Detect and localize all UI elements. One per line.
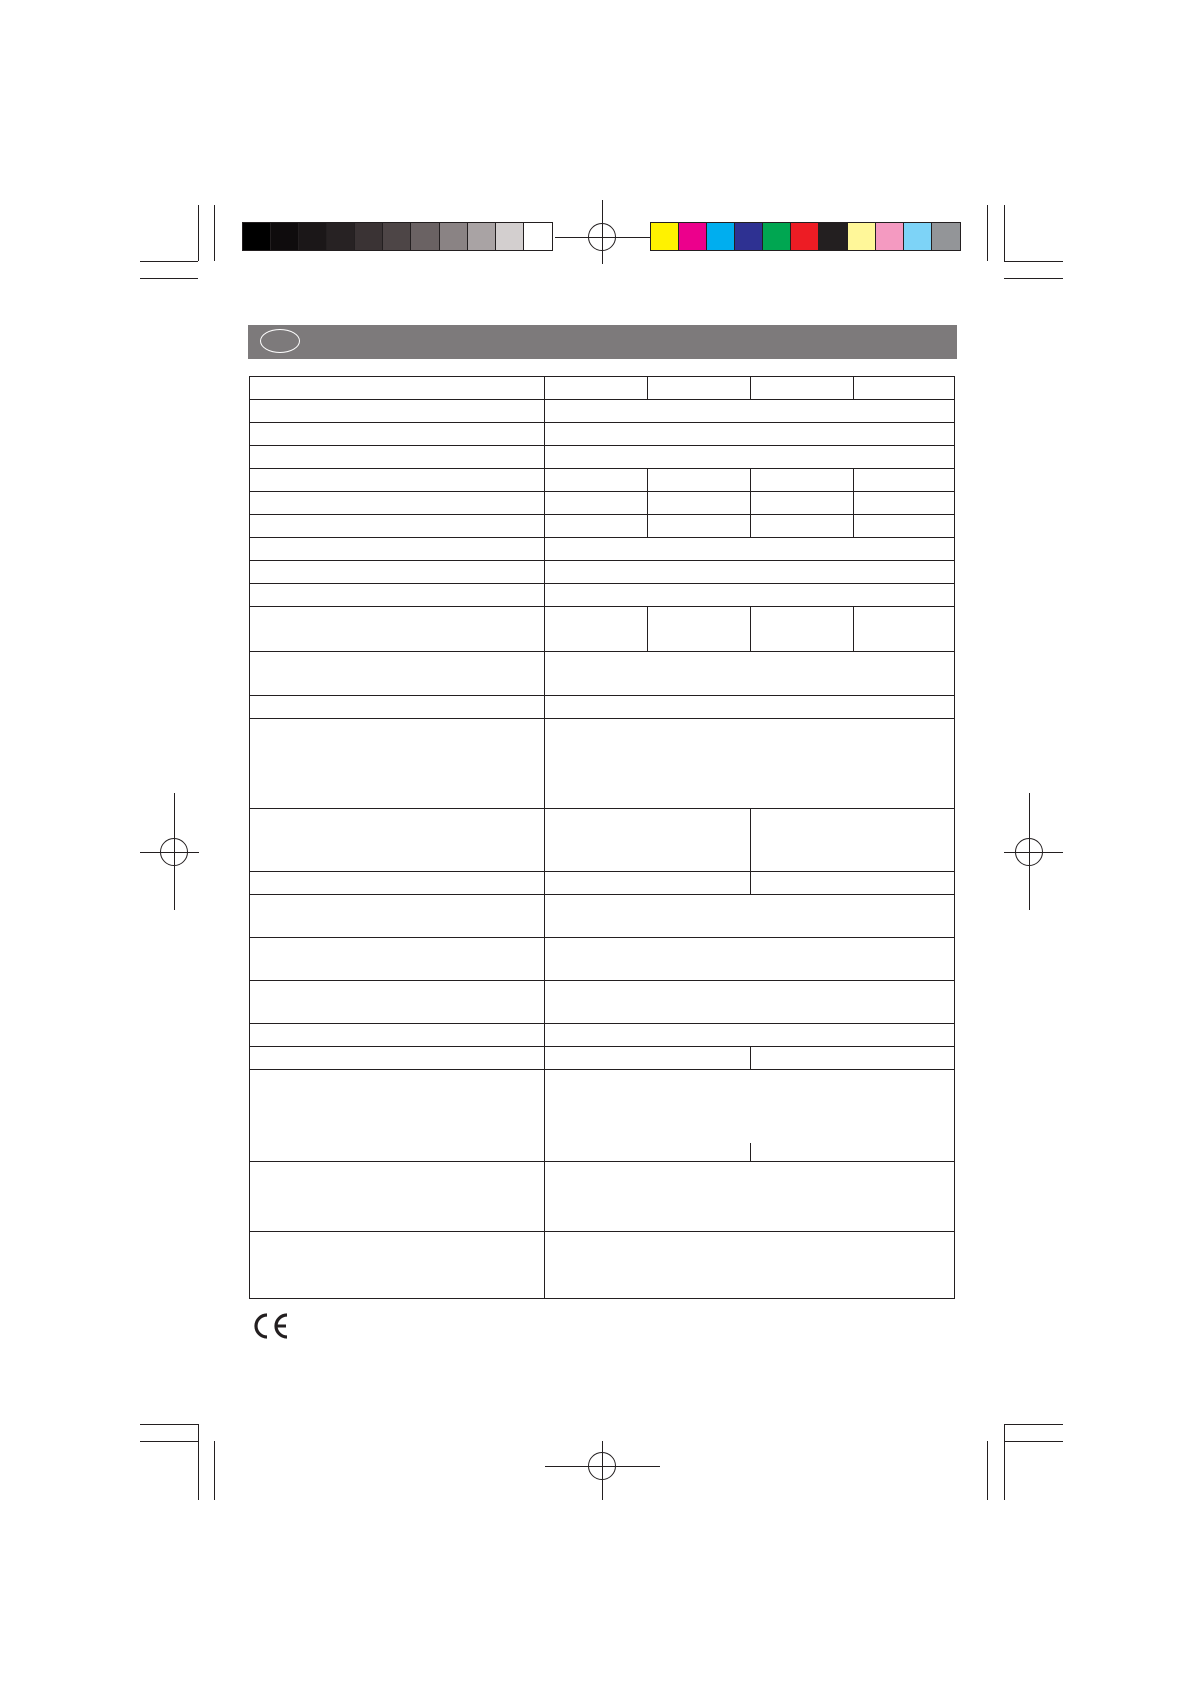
spec-label-cell (250, 469, 545, 492)
spec-label-cell (250, 538, 545, 561)
spec-label-cell (250, 1047, 545, 1070)
crop-mark (987, 1441, 988, 1500)
specification-table (249, 376, 955, 1299)
crop-mark (214, 205, 215, 261)
crop-mark (1004, 205, 1005, 261)
table-row (250, 1232, 955, 1299)
spec-value-cell (545, 584, 955, 607)
table-row (250, 515, 955, 538)
spec-label-cell (250, 895, 545, 938)
spec-label-cell (250, 584, 545, 607)
spec-value-cell (545, 400, 955, 423)
crop-mark (1004, 278, 1063, 279)
spec-value-cell (751, 809, 955, 872)
table-row (250, 696, 955, 719)
spec-value-cell (751, 607, 854, 652)
spec-value-cell (545, 1232, 955, 1299)
process-color-swatch (904, 223, 932, 250)
table-row (250, 1070, 955, 1162)
table-row (250, 423, 955, 446)
spec-label-cell (250, 515, 545, 538)
spec-label-cell (250, 719, 545, 809)
process-color-bar (650, 222, 961, 251)
spec-value-cell (854, 469, 955, 492)
crop-mark (198, 205, 199, 261)
grayscale-swatch (524, 223, 552, 250)
grayscale-swatch (468, 223, 496, 250)
crop-mark (214, 1441, 215, 1500)
spec-label-cell (250, 446, 545, 469)
spec-label-cell (250, 400, 545, 423)
spec-label-cell (250, 607, 545, 652)
table-row (250, 492, 955, 515)
table-row (250, 938, 955, 981)
table-row (250, 872, 955, 895)
spec-label-cell (250, 981, 545, 1024)
spec-value-cell (648, 607, 751, 652)
spec-value-cell (854, 492, 955, 515)
grayscale-color-bar (242, 222, 553, 251)
table-row (250, 584, 955, 607)
table-row (250, 538, 955, 561)
crop-mark (140, 1441, 198, 1442)
grayscale-swatch (355, 223, 383, 250)
spec-value-cell (545, 872, 751, 895)
spec-value-cell (545, 652, 955, 696)
ce-mark-logo (251, 1312, 291, 1340)
spec-label-cell (250, 1070, 545, 1162)
grayscale-swatch (271, 223, 299, 250)
table-row (250, 469, 955, 492)
spec-label-cell (250, 809, 545, 872)
process-color-swatch (679, 223, 707, 250)
process-color-swatch (651, 223, 679, 250)
spec-value-cell (545, 561, 955, 584)
spec-label-cell (250, 872, 545, 895)
spec-value-cell (545, 446, 955, 469)
spec-value-cell (648, 469, 751, 492)
language-badge-oval (260, 329, 300, 353)
table-row (250, 1162, 955, 1232)
spec-value-cell (648, 377, 751, 400)
grayscale-swatch (440, 223, 468, 250)
crop-mark (987, 205, 988, 261)
spec-value-cell (545, 492, 648, 515)
table-row (250, 377, 955, 400)
crop-mark (1004, 1424, 1005, 1500)
process-color-swatch (763, 223, 791, 250)
spec-value-cell (545, 1024, 955, 1047)
spec-label-cell (250, 492, 545, 515)
spec-label-cell (250, 1232, 545, 1299)
spec-value-cell (751, 515, 854, 538)
process-color-swatch (876, 223, 904, 250)
process-color-swatch (791, 223, 819, 250)
grayscale-swatch (383, 223, 411, 250)
spec-value-cell (545, 696, 955, 719)
table-row (250, 1047, 955, 1070)
crop-mark (1004, 261, 1063, 262)
grayscale-swatch (327, 223, 355, 250)
spec-value-cell (545, 607, 648, 652)
process-color-swatch (819, 223, 847, 250)
spec-value-cell (751, 492, 854, 515)
table-row (250, 981, 955, 1024)
spec-value-cell (545, 719, 955, 809)
process-color-swatch (848, 223, 876, 250)
table-row (250, 809, 955, 872)
spec-label-cell (250, 377, 545, 400)
process-color-swatch (735, 223, 763, 250)
process-color-swatch (707, 223, 735, 250)
spec-value-cell (545, 1162, 955, 1232)
table-row (250, 719, 955, 809)
table-row (250, 561, 955, 584)
table-row (250, 446, 955, 469)
spec-value-cell (648, 515, 751, 538)
spec-value-cell (751, 469, 854, 492)
crop-mark (1004, 1441, 1063, 1442)
spec-value-cell (545, 895, 955, 938)
spec-value-cell (854, 515, 955, 538)
spec-value-cell (751, 1047, 955, 1070)
grayscale-swatch (243, 223, 271, 250)
table-row (250, 607, 955, 652)
spec-value-cell (545, 515, 648, 538)
spec-value-cell (545, 1070, 955, 1162)
crop-mark (198, 1424, 199, 1500)
crop-mark (1004, 1424, 1063, 1425)
grayscale-swatch (496, 223, 524, 250)
spec-value-cell (545, 423, 955, 446)
spec-value-cell (854, 377, 955, 400)
spec-value-cell (545, 1047, 751, 1070)
spec-label-cell (250, 652, 545, 696)
spec-value-cell (751, 872, 955, 895)
spec-value-cell (648, 492, 751, 515)
spec-value-cell (751, 377, 854, 400)
spec-label-cell (250, 423, 545, 446)
process-color-swatch (932, 223, 960, 250)
table-row (250, 400, 955, 423)
spec-value-cell (545, 469, 648, 492)
crop-mark (140, 1424, 198, 1425)
spec-value-cell (545, 377, 648, 400)
spec-label-cell (250, 1162, 545, 1232)
spec-value-cell (854, 607, 955, 652)
crop-mark (140, 278, 198, 279)
spec-value-cell (545, 809, 751, 872)
table-row (250, 1024, 955, 1047)
partial-divider (750, 1143, 751, 1161)
table-row (250, 652, 955, 696)
spec-label-cell (250, 938, 545, 981)
spec-value-cell (545, 981, 955, 1024)
grayscale-swatch (411, 223, 439, 250)
spec-value-cell (545, 538, 955, 561)
grayscale-swatch (299, 223, 327, 250)
spec-label-cell (250, 561, 545, 584)
section-header-band (248, 325, 957, 359)
spec-label-cell (250, 696, 545, 719)
table-row (250, 895, 955, 938)
crop-mark (140, 261, 198, 262)
spec-value-cell (545, 938, 955, 981)
spec-label-cell (250, 1024, 545, 1047)
